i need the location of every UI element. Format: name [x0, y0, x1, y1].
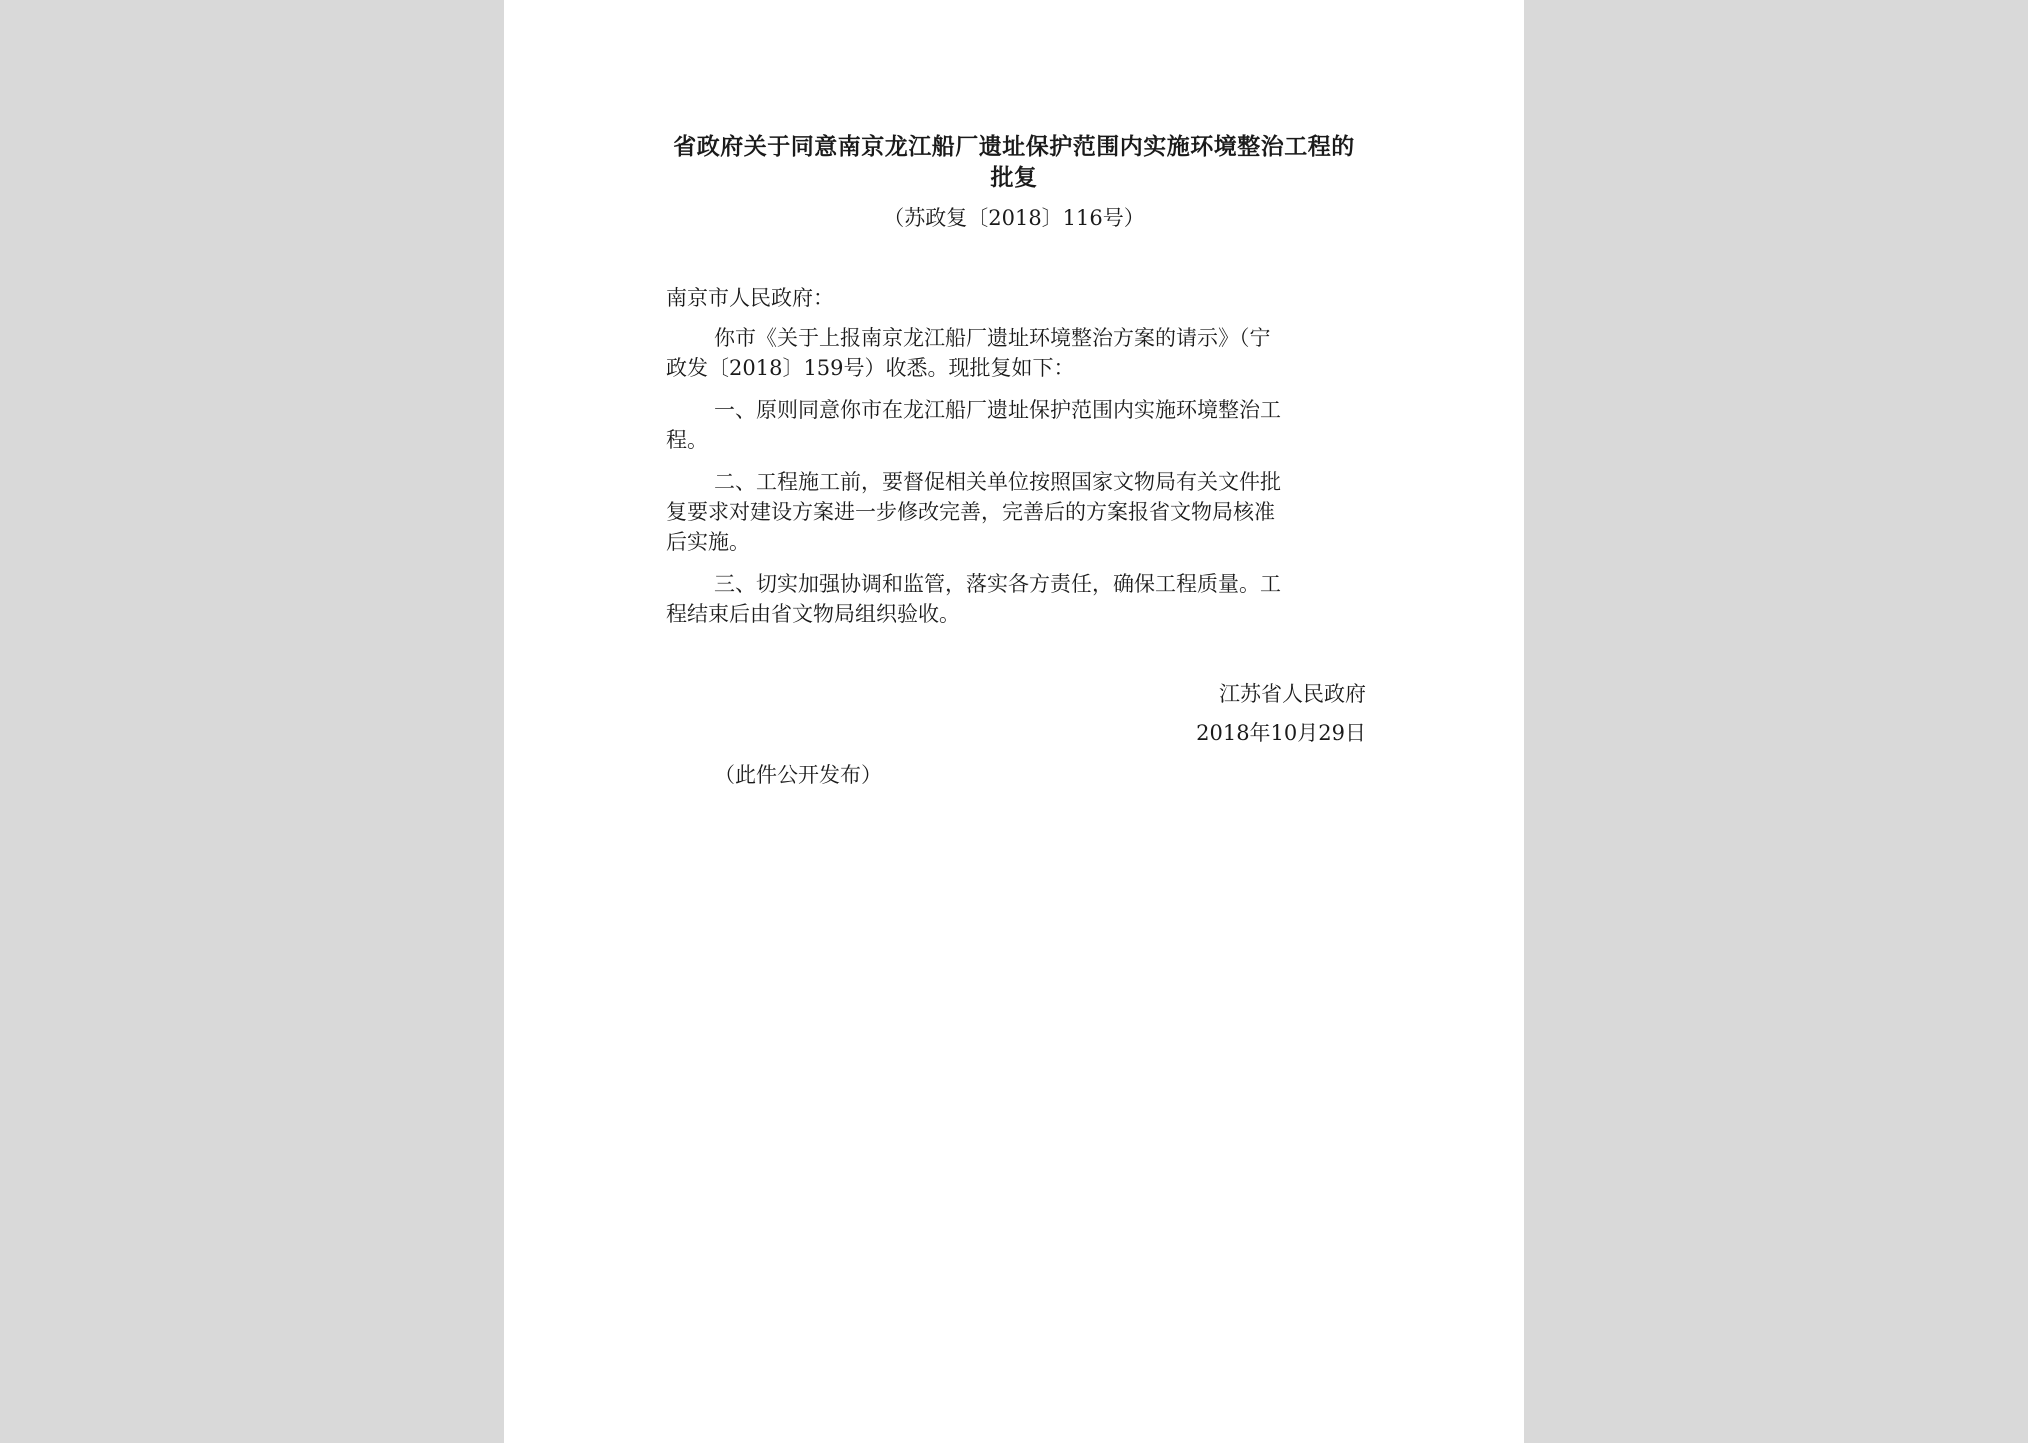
issuer-signature: 江苏省人民政府	[1219, 682, 1366, 706]
document-title-line1: 省政府关于同意南京龙江船厂遗址保护范围内实施环境整治工程的	[673, 134, 1355, 160]
document-page	[504, 0, 1524, 1443]
disclosure-note: （此件公开发布）	[714, 763, 882, 787]
issue-date: 2018年10月29日	[1196, 721, 1366, 745]
document-title-line2: 批复	[990, 165, 1038, 191]
paragraph-1-line-1: 你市《关于上报南京龙江船厂遗址环境整治方案的请示》（宁	[714, 326, 1271, 350]
paragraph-2-line-2: 程。	[666, 428, 708, 452]
paragraph-2-line-1: 一、原则同意你市在龙江船厂遗址保护范围内实施环境整治工	[714, 398, 1281, 422]
paragraph-3-line-2: 复要求对建设方案进一步修改完善，完善后的方案报省文物局核准	[666, 500, 1275, 524]
paragraph-1-line-2: 政发〔2018〕159号）收悉。现批复如下：	[666, 356, 1075, 380]
addressee: 南京市人民政府：	[666, 286, 834, 310]
document-number: （苏政复〔2018〕116号）	[883, 206, 1145, 230]
paragraph-3-line-3: 后实施。	[666, 530, 750, 554]
paragraph-3-line-1: 二、工程施工前，要督促相关单位按照国家文物局有关文件批	[714, 470, 1281, 494]
paragraph-4-line-2: 程结束后由省文物局组织验收。	[666, 602, 960, 626]
paragraph-4-line-1: 三、切实加强协调和监管，落实各方责任，确保工程质量。工	[714, 572, 1281, 596]
